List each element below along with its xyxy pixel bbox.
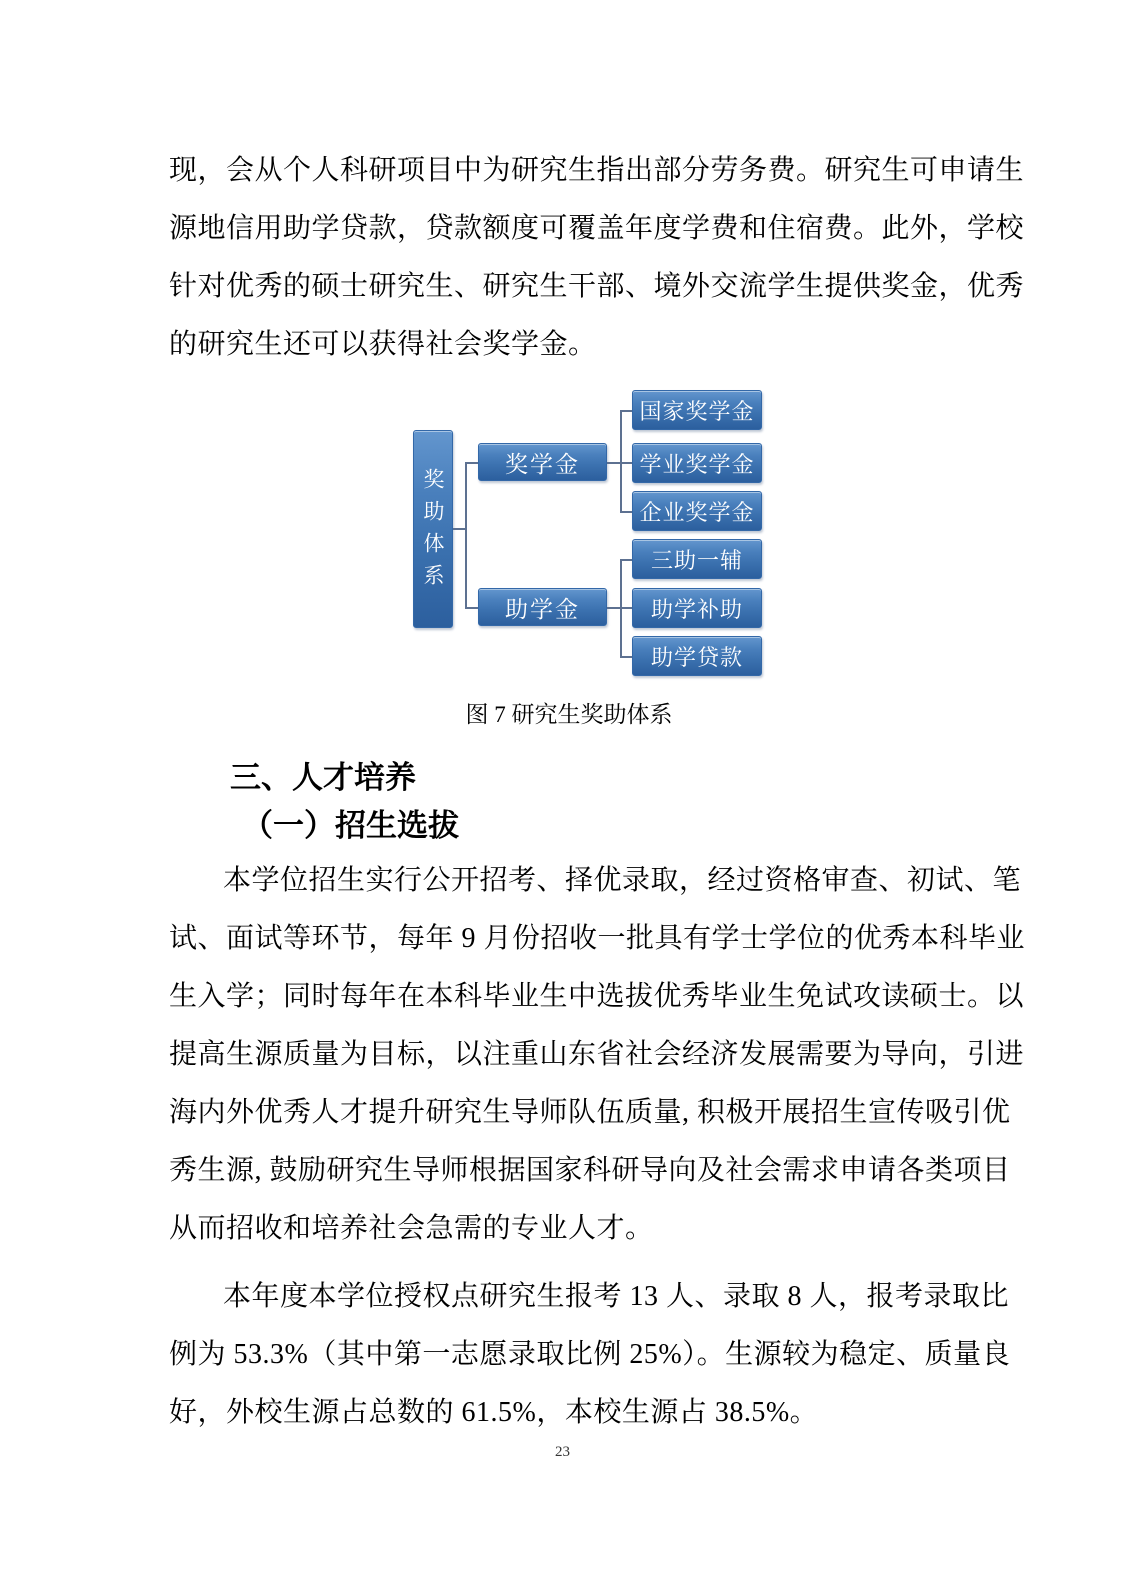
paragraph-line: 提高生源质量为目标，以注重山东省社会经济发展需要为导向，引进 — [169, 1039, 1025, 1070]
paragraph-line: 从而招收和培养社会急需的专业人才。 — [169, 1213, 654, 1244]
subsection-heading: （一）招生选拔 — [242, 808, 459, 843]
paragraph-line: 针对优秀的硕士研究生、研究生干部、境外交流学生提供奖金，优秀 — [169, 271, 1025, 302]
figure-caption: 图 7 研究生奖助体系 — [465, 702, 673, 727]
paragraph-line: 秀生源, 鼓励研究生导师根据国家科研导向及社会需求申请各类项目 — [169, 1155, 1011, 1186]
paragraph-line: 现，会从个人科研项目中为研究生指出部分劳务费。研究生可申请生 — [169, 155, 1025, 186]
paragraph-line: 试、面试等环节，每年 9 月份招收一批具有学士学位的优秀本科毕业 — [169, 923, 1026, 954]
paragraph-line: 海内外优秀人才提升研究生导师队伍质量, 积极开展招生宣传吸引优 — [169, 1097, 1011, 1128]
connector-line — [620, 656, 632, 658]
paragraph-line: 好，外校生源占总数的 61.5%，本校生源占 38.5%。 — [169, 1397, 819, 1428]
diagram-node-scholarship: 奖学金 — [478, 443, 607, 481]
connector-line — [620, 511, 632, 513]
paragraph-line: 本学位招生实行公开招考、择优录取，经过资格审查、初试、笔 — [223, 865, 1022, 896]
connector-line — [465, 607, 478, 609]
paragraph-funding — [169, 142, 1025, 374]
diagram-node-national-scholarship: 国家奖学金 — [632, 390, 762, 430]
page-number: 23 — [555, 1444, 570, 1460]
connector-line — [620, 410, 632, 412]
paragraph-admission — [169, 852, 1026, 1258]
diagram-node-academic-scholarship: 学业奖学金 — [632, 443, 762, 483]
diagram-node-three-assist: 三助一辅 — [632, 539, 762, 579]
diagram-node-grant-subsidy: 助学补助 — [632, 588, 762, 628]
connector-line — [465, 462, 478, 464]
page-content — [169, 0, 1026, 1442]
section-heading: 三、人才培养 — [230, 760, 416, 796]
diagram-node-root: 奖助体系 — [413, 430, 453, 628]
paragraph-line: 例为 53.3%（其中第一志愿录取比例 25%）。生源较为稳定、质量良 — [169, 1339, 1011, 1370]
paragraph-line: 本年度本学位授权点研究生报考 13 人、录取 8 人，报考录取比 — [223, 1281, 1010, 1312]
figure-funding-system-diagram — [169, 388, 969, 688]
connector-line — [620, 559, 632, 561]
connector-line — [465, 462, 467, 609]
connector-line — [620, 559, 622, 656]
paragraph-line: 源地信用助学贷款，贷款额度可覆盖年度学费和住宿费。此外，学校 — [169, 213, 1025, 244]
paragraph-line: 的研究生还可以获得社会奖学金。 — [169, 329, 597, 360]
diagram-node-student-loan: 助学贷款 — [632, 636, 762, 676]
diagram-node-enterprise-scholarship: 企业奖学金 — [632, 491, 762, 531]
paragraph-line: 生入学；同时每年在本科毕业生中选拔优秀毕业生免试攻读硕士。以 — [169, 981, 1025, 1012]
connector-line — [620, 410, 622, 511]
diagram-node-grant: 助学金 — [478, 588, 607, 626]
paragraph-statistics — [169, 1268, 1011, 1442]
